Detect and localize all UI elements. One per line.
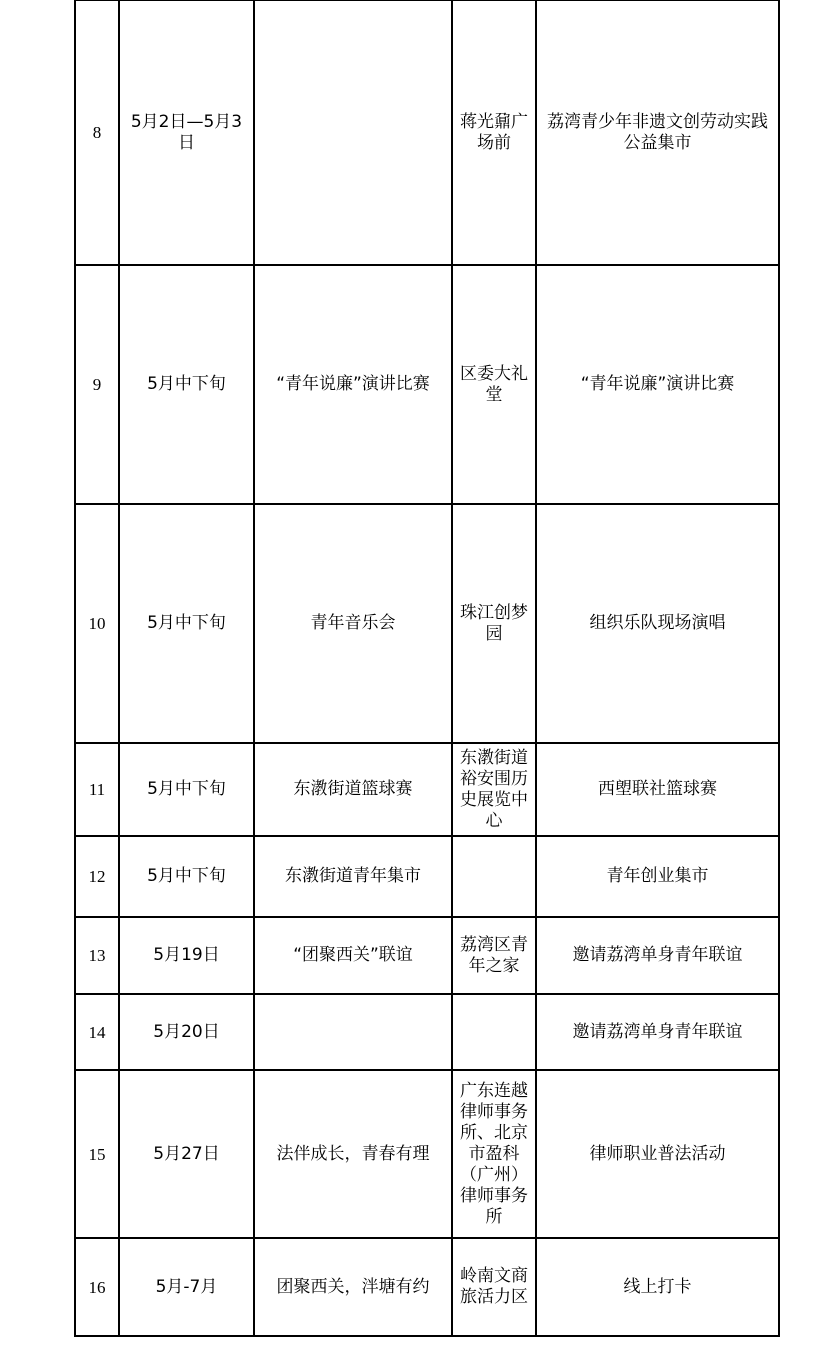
activity-name: 法伴成长，青春有理	[254, 1070, 452, 1238]
table-row	[75, 994, 779, 1070]
activity-name: “团聚西关”联谊	[254, 917, 452, 994]
activity-venue	[452, 836, 536, 917]
activity-date: 5月中下旬	[119, 743, 254, 836]
activity-schedule-table	[74, 0, 780, 1337]
activity-venue: 岭南文商旅活力区	[452, 1238, 536, 1336]
activity-name	[254, 0, 452, 265]
activity-content: 西塱联社篮球赛	[536, 743, 779, 836]
activity-venue: 区委大礼堂	[452, 265, 536, 504]
activity-name: “青年说廉”演讲比赛	[254, 265, 452, 504]
activity-date: 5月中下旬	[119, 504, 254, 743]
activity-content: 青年创业集市	[536, 836, 779, 917]
activity-content: 邀请荔湾单身青年联谊	[536, 994, 779, 1070]
activity-date: 5月27日	[119, 1070, 254, 1238]
activity-date: 5月2日—5月3日	[119, 0, 254, 265]
activity-content: “青年说廉”演讲比赛	[536, 265, 779, 504]
table-row	[75, 265, 779, 504]
activity-name: 东漖街道青年集市	[254, 836, 452, 917]
activity-content: 组织乐队现场演唱	[536, 504, 779, 743]
activity-venue: 东漖街道裕安围历史展览中心	[452, 743, 536, 836]
activity-date: 5月中下旬	[119, 836, 254, 917]
table-row	[75, 0, 779, 265]
row-number: 8	[75, 0, 119, 265]
table-row	[75, 836, 779, 917]
row-number: 14	[75, 994, 119, 1070]
activity-venue: 蒋光鼐广场前	[452, 0, 536, 265]
row-number: 9	[75, 265, 119, 504]
activity-date: 5月19日	[119, 917, 254, 994]
row-number: 16	[75, 1238, 119, 1336]
activity-date: 5月20日	[119, 994, 254, 1070]
table-row	[75, 1238, 779, 1336]
row-number: 12	[75, 836, 119, 917]
table-row	[75, 1070, 779, 1238]
activity-content: 邀请荔湾单身青年联谊	[536, 917, 779, 994]
table-row	[75, 917, 779, 994]
table-row	[75, 504, 779, 743]
activity-venue: 广东连越律师事务所、北京市盈科（广州）律师事务所	[452, 1070, 536, 1238]
activity-name: 青年音乐会	[254, 504, 452, 743]
activity-name	[254, 994, 452, 1070]
activity-date: 5月-7月	[119, 1238, 254, 1336]
activity-content: 荔湾青少年非遗文创劳动实践公益集市	[536, 0, 779, 265]
activity-venue: 珠江创梦园	[452, 504, 536, 743]
activity-venue: 荔湾区青年之家	[452, 917, 536, 994]
activity-content: 线上打卡	[536, 1238, 779, 1336]
activity-venue	[452, 994, 536, 1070]
table-row	[75, 743, 779, 836]
activity-date: 5月中下旬	[119, 265, 254, 504]
row-number: 13	[75, 917, 119, 994]
row-number: 15	[75, 1070, 119, 1238]
activity-content: 律师职业普法活动	[536, 1070, 779, 1238]
row-number: 10	[75, 504, 119, 743]
row-number: 11	[75, 743, 119, 836]
activity-name: 东漖街道篮球赛	[254, 743, 452, 836]
activity-name: 团聚西关，泮塘有约	[254, 1238, 452, 1336]
